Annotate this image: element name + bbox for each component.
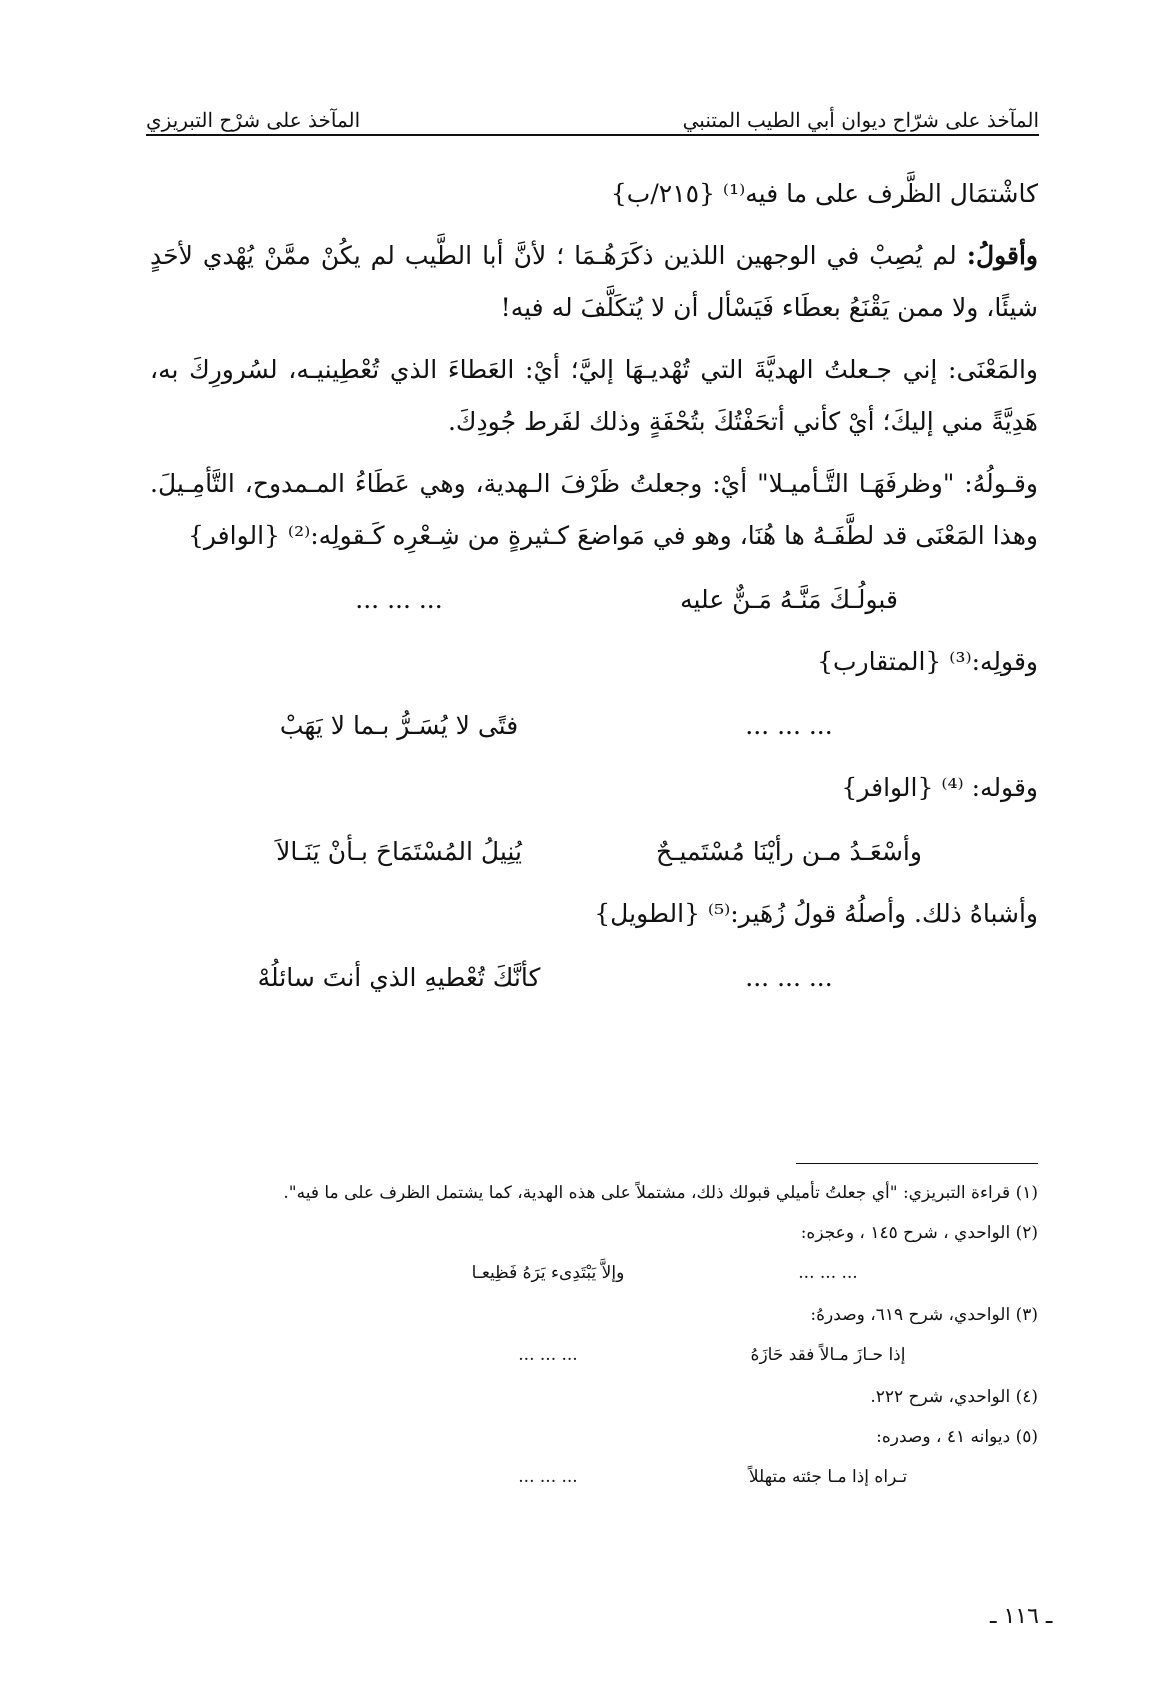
verse-3-second-hemistich: يُنِيلُ المُسْتَمَاحَ بـأنْ يَنَـالاَ xyxy=(276,837,522,866)
footnote-3-verse-first: إذا حـازَ مـالاً فقد حَازَهُ xyxy=(750,1345,906,1365)
footnote-2: (٢) الواحدي ، شرح ١٤٥ ، وعجزه: xyxy=(800,1223,1038,1243)
footnote-rule xyxy=(796,1163,1038,1164)
running-header xyxy=(146,92,1039,132)
page-number: ـ ١١٦ ـ xyxy=(990,1604,1053,1629)
footnote-3-verse xyxy=(428,1338,948,1372)
verse-4 xyxy=(234,950,954,1006)
verse-3-first-hemistich: وأسْعَـدُ مـن رأيْنَا مُسْتَميـحٌ xyxy=(656,837,922,866)
quote-intro-3: وقولِه:⁽³⁾ {المتقارب} xyxy=(817,647,1038,676)
paragraph-2 xyxy=(150,230,1038,334)
footnotes xyxy=(150,1176,1038,1502)
verse-1-second-hemistich: ... ... ... xyxy=(355,585,443,614)
verse-2-first-hemistich: ... ... ... xyxy=(745,711,833,740)
paragraph-3: والمَعْنَى: إني جـعلتُ الهديَّةَ التي تُهْديـهَا إليَّ؛ أيْ: العَطاءَ الذي تُعْطِينيـه، لسُرورِكَ به، هَدِيَّةً مني إليكَ؛ أيْ كأني أتحَفْتُكَ بتُحْفَةٍ وذلك لفَرط جُودِكَ. xyxy=(150,355,1038,436)
verse-2-second-hemistich: فتًى لا يُسَـرُّ بـما لا يَهَبْ xyxy=(279,711,519,740)
footnote-1: (١) قراءة التبريزي: "أي جعلتُ تأميلي قبولك ذلك، مشتملاً على هذه الهدية، كما يشتمل الظرف على ما فيه". xyxy=(283,1183,1038,1203)
footnote-3: (٣) الواحدي، شرح ٦١٩، وصدرهُ: xyxy=(810,1305,1038,1325)
footnote-4: (٤) الواحدي، شرح ٢٢٢. xyxy=(870,1387,1038,1407)
paragraph-1: كاشْتمَال الظَّرف على ما فيه⁽¹⁾ {٢١٥/ب} xyxy=(610,179,1038,208)
paragraph-2-text: لم يُصِبْ في الوجهين اللذين ذكَرَهُـمَا ؛ لأنَّ أبا الطَّيب لم يكُنْ ممَّنْ يُهْدي لأحَدٍ شيئًا، ولا ممن يَقْنَعُ بعطَاء فَيَسْأل أن لا يُتكَلَّفَ له فيه! xyxy=(150,241,1038,322)
header-chapter-title: المآخذ على شرْح التبريزي xyxy=(146,108,361,132)
footnote-3-verse-second: ... ... ... xyxy=(518,1345,578,1365)
verse-4-first-hemistich: ... ... ... xyxy=(745,963,833,992)
main-text xyxy=(150,168,1038,1014)
footnote-2-verse xyxy=(428,1256,948,1290)
footnote-5-verse xyxy=(428,1460,948,1494)
verse-3 xyxy=(234,824,954,880)
verse-4-second-hemistich: كأنَّكَ تُعْطيهِ الذي أنتَ سائلُهْ xyxy=(257,963,541,992)
quote-intro-5: وأشباهُ ذلك. وأصلُهُ قولُ زُهَير:⁽⁵⁾ {الطويل} xyxy=(594,899,1038,928)
footnote-5: (٥) ديوانه ٤١ ، وصدره: xyxy=(876,1427,1038,1447)
header-rule xyxy=(146,134,1039,136)
paragraph-4: وقـولُهُ: "وظرفَهَـا التَّـأميـلا" أيْ: وجعلتُ ظَرْفَ الـهدية، وهي عَطَاءُ المـمدوح، التَّأمِـيلَ. وهذا المَعْنَى قد لطَّفَـهُ ها هُنَا، وهو في مَواضعَ كـثيرةٍ من شِـعْرِه كَـقولِه:⁽²⁾ {الوافر} xyxy=(150,469,1038,550)
verse-1-first-hemistich: قبولُـكَ مَنَّـهُ مَـنٌّ عليه xyxy=(680,585,898,614)
header-book-title: المآخذ على شرّاح ديوان أبي الطيب المتنبي xyxy=(682,108,1039,132)
footnote-2-verse-first: ... ... ... xyxy=(798,1263,858,1283)
footnote-2-verse-second: وإلاَّ يَبْتَدِىء يَرَهُ فَظِيعـا xyxy=(471,1263,625,1283)
paragraph-2-lead: وأقولُ: xyxy=(966,241,1038,270)
footnote-5-verse-first: تـراه إذا مـا جئته متهللاً xyxy=(748,1467,908,1487)
verse-2 xyxy=(234,698,954,754)
verse-1 xyxy=(234,572,954,628)
footnote-5-verse-second: ... ... ... xyxy=(518,1467,578,1487)
quote-intro-4: وقوله: ⁽⁴⁾ {الوافر} xyxy=(841,773,1038,802)
